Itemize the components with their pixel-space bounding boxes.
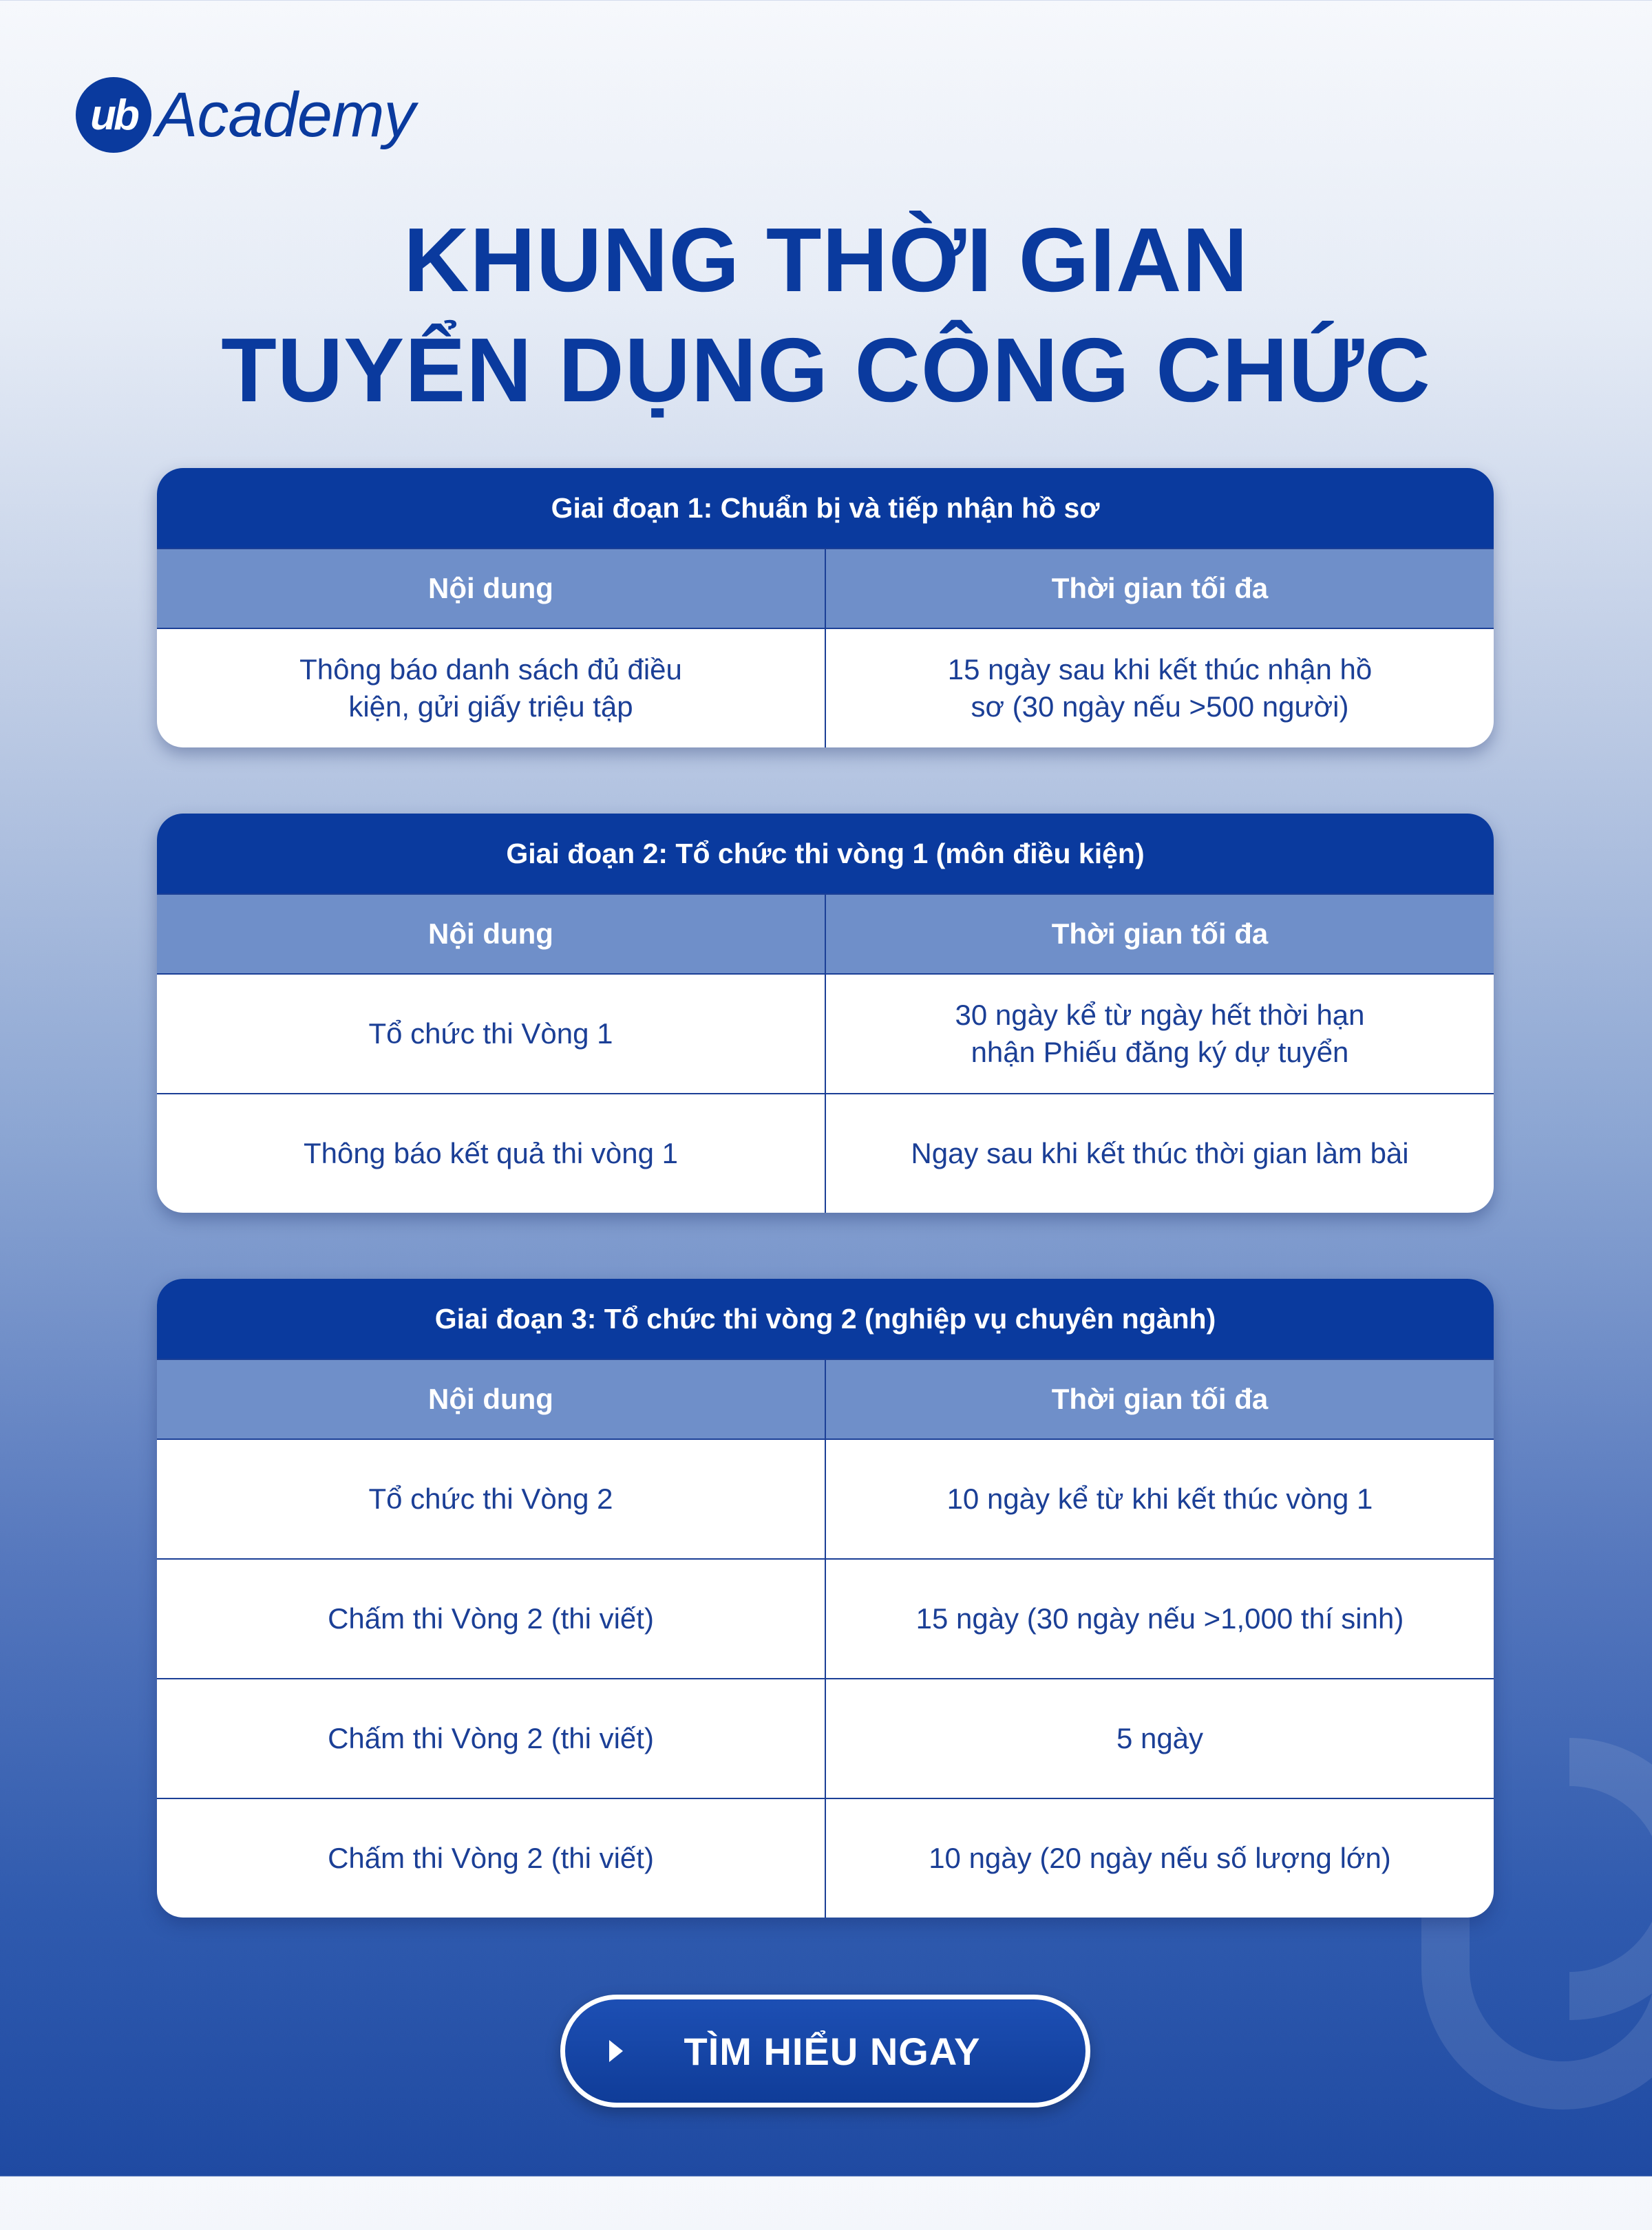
table-row — [157, 1678, 1494, 1798]
time-cell: 10 ngày (20 ngày nếu số lượng lớn) — [825, 1799, 1494, 1918]
time-cell: 15 ngày (30 ngày nếu >1,000 thí sinh) — [825, 1560, 1494, 1678]
stage-2-table — [157, 814, 1494, 1213]
ub-logo-icon: ub — [76, 77, 151, 153]
cta-label: TÌM HIỂU NGAY — [684, 2029, 981, 2073]
brand-name: Academy — [156, 79, 415, 150]
play-arrow-icon — [608, 2039, 624, 2063]
column-header-time: Thời gian tối đa — [825, 1360, 1494, 1438]
time-cell: Ngay sau khi kết thúc thời gian làm bài — [825, 1094, 1494, 1213]
stage-1-heading: Giai đoạn 1: Chuẩn bị và tiếp nhận hồ sơ — [157, 468, 1494, 548]
content-cell: Thông báo kết quả thi vòng 1 — [303, 1137, 679, 1169]
content-cell: Tổ chức thi Vòng 2 — [368, 1483, 613, 1515]
content-line: kiện, gửi giấy triệu tập — [348, 690, 633, 723]
time-line: sơ (30 ngày nếu >500 người) — [971, 690, 1349, 723]
column-header-content: Nội dung — [428, 572, 553, 604]
stage-3-heading: Giai đoạn 3: Tổ chức thi vòng 2 (nghiệp vụ chuyên ngành) — [157, 1279, 1494, 1359]
content-cell: Tổ chức thi Vòng 1 — [368, 1017, 613, 1050]
stage-3-table — [157, 1279, 1494, 1918]
column-header-content: Nội dung — [428, 1383, 553, 1415]
stage-2-heading: Giai đoạn 2: Tổ chức thi vòng 1 (môn điều kiện) — [157, 814, 1494, 893]
table-row — [157, 1093, 1494, 1213]
page-title — [0, 205, 1652, 425]
content-cell: Chấm thi Vòng 2 (thi viết) — [328, 1842, 654, 1874]
table-row — [157, 1798, 1494, 1918]
time-cell — [825, 975, 1494, 1093]
table-header-row — [157, 893, 1494, 973]
time-cell — [825, 629, 1494, 747]
content-line: Thông báo danh sách đủ điều — [299, 653, 682, 686]
title-line-2: TUYỂN DỤNG CÔNG CHỨC — [221, 319, 1431, 421]
content-cell: Chấm thi Vòng 2 (thi viết) — [328, 1602, 654, 1635]
table-row — [157, 1438, 1494, 1558]
content-cell: Chấm thi Vòng 2 (thi viết) — [328, 1722, 654, 1754]
column-header-time: Thời gian tối đa — [825, 549, 1494, 628]
time-cell: 10 ngày kể từ khi kết thúc vòng 1 — [825, 1440, 1494, 1558]
time-line: 30 ngày kể từ ngày hết thời hạn — [955, 999, 1365, 1031]
table-row — [157, 1558, 1494, 1678]
title-line-1: KHUNG THỜI GIAN — [403, 209, 1249, 310]
learn-more-button[interactable] — [560, 1995, 1090, 2107]
column-header-content: Nội dung — [428, 917, 553, 950]
time-line: nhận Phiếu đăng ký dự tuyển — [971, 1036, 1349, 1068]
stage-1-table — [157, 468, 1494, 747]
table-row — [157, 628, 1494, 747]
time-cell: 5 ngày — [825, 1679, 1494, 1798]
table-header-row — [157, 548, 1494, 628]
column-header-time: Thời gian tối đa — [825, 895, 1494, 973]
time-line: 15 ngày sau khi kết thúc nhận hồ — [947, 653, 1373, 686]
brand-logo[interactable] — [76, 77, 415, 153]
table-row — [157, 973, 1494, 1093]
content-cell — [157, 629, 825, 747]
table-header-row — [157, 1359, 1494, 1438]
